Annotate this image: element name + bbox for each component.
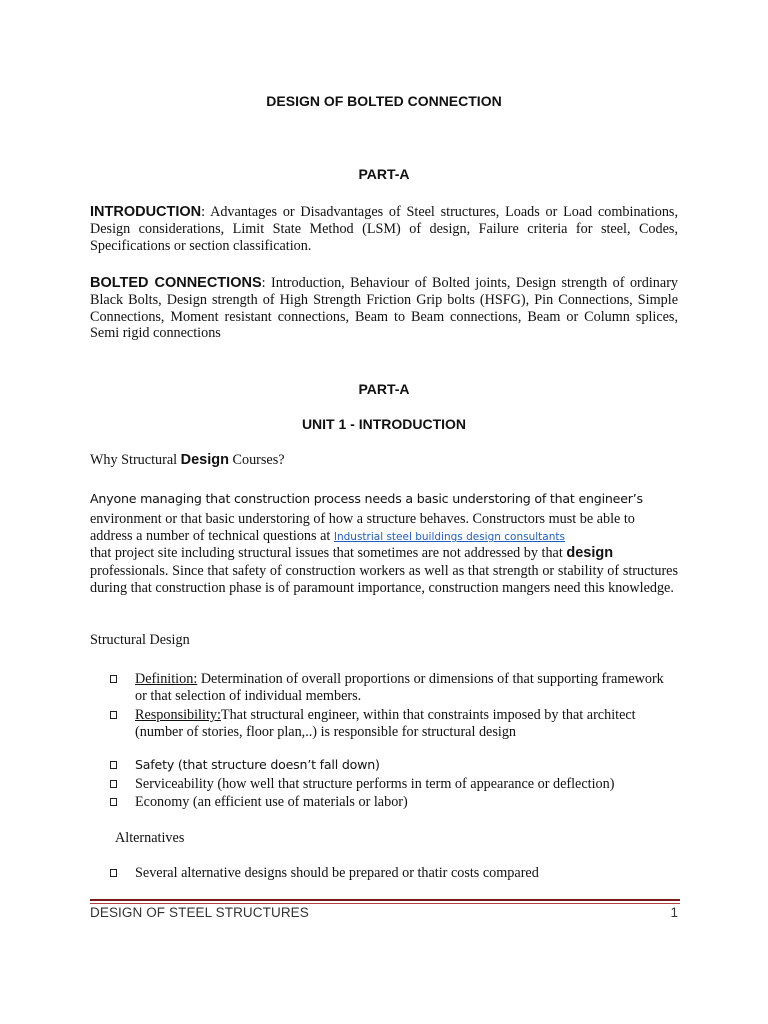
unit-title: UNIT 1 - INTRODUCTION [301, 416, 467, 432]
introduction-text: : Advantages or Disadvantages of Steel structures, Loads or Load combinations, Design considerations, Limit State Method (LSM) of design, Failure criteria for steel, Codes, Specifications or section classification. [90, 204, 678, 254]
square-bullet-icon [110, 780, 117, 788]
square-bullet-icon [110, 798, 117, 806]
bullet-label: Definition: [135, 671, 198, 687]
why-text-after: Courses? [228, 452, 285, 468]
anyone-line-3 [90, 528, 565, 545]
anyone-line-1: Anyone managing that construction process needs a basic understoring of that engineer’s [90, 491, 643, 506]
bolted-connections-text: : Introduction, Behaviour of Bolted joints, Design strength of ordinary Black Bolts, Design strength of High Strength Friction Grip bolts (HSFG), Pin Connections, Simple Connections, Moment resistant connections, Beam to Beam connections, Beam or Column splices, Semi rigid connections [90, 275, 679, 342]
document-title: DESIGN OF BOLTED CONNECTION [266, 93, 502, 109]
footer-rule-thin [90, 903, 680, 904]
footer-rule [90, 899, 680, 901]
part-a-heading: PART-A [358, 166, 410, 182]
why-text-before: Why Structural [90, 452, 181, 468]
bullet-text: Safety (that structure doesn’t fall down) [135, 757, 380, 772]
page-number: 1 [670, 905, 678, 920]
square-bullet-icon [110, 761, 117, 769]
structural-design-heading: Structural Design [90, 632, 190, 648]
anyone-line-2: environment or that basic understoring of how a structure behaves. Constructors must be able to [90, 511, 635, 527]
consultants-link[interactable]: Industrial steel buildings design consultants [333, 531, 565, 543]
square-bullet-icon [110, 711, 117, 719]
bullet-label: Responsibility: [135, 707, 221, 723]
bullet-text: Serviceability (how well that structure performs in term of appearance or deflection) [135, 776, 615, 792]
anyone-line-3-text: address a number of technical questions at [90, 528, 334, 544]
introduction-label: INTRODUCTION [90, 204, 202, 220]
bullet-text: Determination of overall proportions or dimensions of that supporting framework or that selection of individual members. [135, 671, 664, 704]
bullet-text: Several alternative designs should be prepared or thatir costs compared [135, 865, 539, 881]
anyone-rest: professionals. Since that safety of construction workers as well as that strength or stability of structures during that construction phase is of paramount importance, construction mangers need this knowledge. [90, 563, 678, 596]
bolted-connections-label: BOLTED CONNECTIONS [90, 275, 262, 291]
square-bullet-icon [110, 869, 117, 877]
bullet-text: That structural engineer, within that constraints imposed by that architect (number of stories, floor plan,..) is responsible for structural design [135, 707, 636, 740]
anyone-line-4-bold: design [566, 545, 614, 561]
anyone-line-4 [90, 545, 678, 562]
anyone-line-4-text: that project site including structural issues that sometimes are not addressed by that [90, 545, 567, 561]
introduction-paragraph [90, 204, 678, 254]
alternatives-heading: Alternatives [115, 830, 185, 846]
footer-title: DESIGN OF STEEL STRUCTURES [90, 905, 309, 920]
part-a-heading-2: PART-A [358, 381, 410, 397]
why-structural-design [90, 452, 285, 469]
square-bullet-icon [110, 675, 117, 683]
bullet-text: Economy (an efficient use of materials or labor) [135, 794, 408, 810]
bolted-connections-paragraph [90, 275, 678, 342]
why-text-bold: Design [180, 452, 229, 468]
